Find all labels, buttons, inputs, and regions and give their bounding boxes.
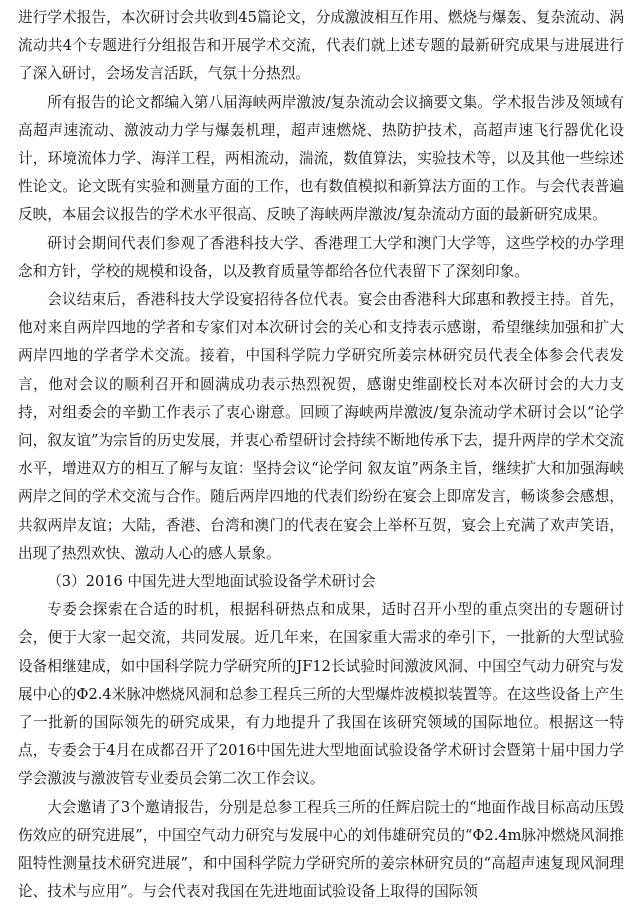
section-heading: （3）2016 中国先进大型地面试验设备学术研讨会 bbox=[47, 573, 376, 591]
paragraph-banquet: 会议结束后，香港科技大学设宴招待各位代表。宴会由香港科大邱惠和教授主持。首先，他对来自两岸四地的学者和专家们对本次研讨会的关心和支持表示感谢，希望继续加强和扩大两岸四地的学者学术交流。接着，中国科学院力学研究所姜宗林研究员代表全体参会代表发言，他对会议的顺利召开和圆满成功表示热烈祝贺，感谢史维副校长对本次研讨会的大力支持，对组委会的辛勤工作表示了衷心谢意。回顾了海峡两岸激波/复杂流动学术研讨会以“论学问，叙友谊”为宗旨的历史发展，并衷心希望研讨会持续不断地传承下去，提升两岸的学术交流水平，增进双方的相互了解与友谊：坚持会议“论学问 叙友谊”两条主旨，继续扩大和加强海峡两岸之间的学术交流与合作。随后两岸四地的代表们纷纷在宴会上即席发言，畅谈参会感想，共叙两岸友谊；大陆，香港、台湾和澳门的代表在宴会上举杯互贺，宴会上充满了欢声笑语，出现了热烈欢快、激动人心的感人景象。 bbox=[18, 291, 624, 562]
document-page bbox=[18, 4, 624, 907]
paragraph-committee-symposium: 专委会探索在合适的时机，根据科研热点和成果，适时召开小型的重点突出的专题研讨会，便于大家一起交流，共同发展。近几年来，在国家重大需求的牵引下，一批新的大型试验设备相继建成，如中国科学院力学研究所的JF12长试验时间激波风洞、中国空气动力研究与发展中心的Φ2.4米脉冲燃烧风洞和总参工程兵三所的大型爆炸波模拟装置等。在这些设备上产生了一批新的国际领先的研究成果，有力地提升了我国在该研究领域的国际地位。根据这一特点，专委会于4月在成都召开了2016中国先进大型地面试验设备学术研讨会暨第十届中国力学学会激波与激波管专业委员会第二次工作会议。 bbox=[18, 601, 624, 788]
paragraph-campus-visit: 研讨会期间代表们参观了香港科技大学、香港理工大学和澳门大学等，这些学校的办学理念和方针，学校的规模和设备，以及教育质量等都给各位代表留下了深刻印象。 bbox=[18, 234, 624, 280]
paragraph-invited-reports: 大会邀请了3个邀请报告，分别是总参工程兵三所的任辉启院士的“地面作战目标高动压毁伤效应的研究进展”，中国空气动力研究与发展中心的刘伟雄研究员的“Φ2.4m脉冲燃烧风洞推阻特性测量技术研究进展”，和中国科学院力学研究所的姜宗林研究员的“高超声速复现风洞理论、技术与应用”。与会代表对我国在先进地面试验设备上取得的国际领 bbox=[18, 798, 624, 901]
paragraph-papers-collection: 所有报告的论文都编入第八届海峡两岸激波/复杂流动会议摘要文集。学术报告涉及领域有高超声速流动、激波动力学与爆轰机理，超声速燃烧、热防护技术，高超声速飞行器优化设计，环境流体力学、海洋工程，两相流动，湍流，数值算法，实验技术等，以及其他一些综述性论文。论文既有实验和测量方面的工作，也有数值模拟和新算法方面的工作。与会代表普遍反映，本届会议报告的学术水平很高、反映了海峡两岸激波/复杂流动方面的最新研究成果。 bbox=[18, 93, 624, 224]
paragraph-continuation: 进行学术报告，本次研讨会共收到45篇论文，分成激波相互作用、燃烧与爆轰、复杂流动、涡流动共4个专题进行分组报告和开展学术交流，代表们就上述专题的最新研究成果与进展进行了深入研讨，会场发言活跃，气氛十分热烈。 bbox=[18, 9, 624, 83]
